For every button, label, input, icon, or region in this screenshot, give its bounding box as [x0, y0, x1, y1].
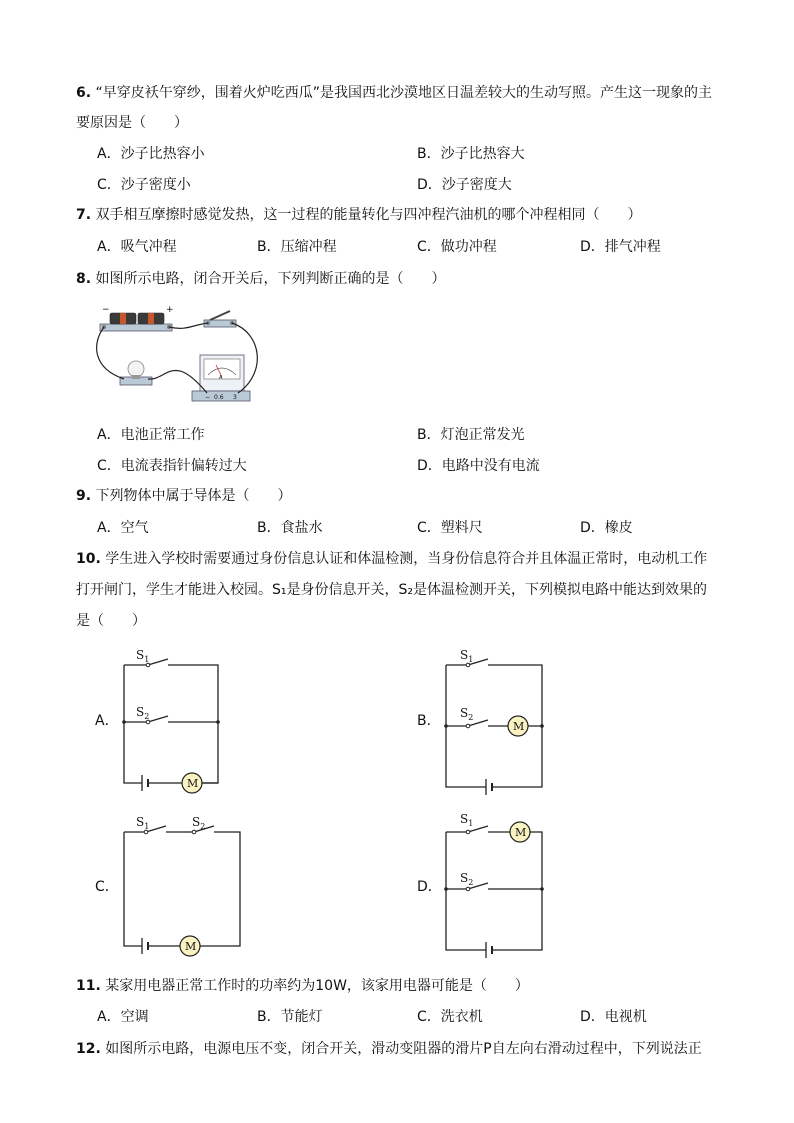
q7-option-a[interactable]: A．吸气冲程 — [97, 239, 177, 255]
q11-option-a[interactable]: A．空调 — [97, 1009, 149, 1025]
q10-text-line1: 学生进入学校时需要通过身份信息认证和体温检测，当身份信息符合并且体温正常时，电动机工作 — [105, 551, 708, 567]
q7-option-d[interactable]: D．排气冲程 — [580, 239, 661, 255]
q10-circuit-d[interactable] — [444, 812, 554, 962]
q7-number: 7. — [76, 207, 92, 223]
circuit-d-s1-node — [466, 830, 470, 834]
circuit-c-outline — [124, 832, 240, 946]
battery-plus-label: + — [166, 305, 174, 315]
circuit-a-outline — [124, 665, 218, 783]
q6-number: 6. — [76, 85, 92, 101]
circuit-c-motor-label: M — [185, 940, 197, 953]
q9-option-b[interactable]: B．食盐水 — [257, 520, 323, 536]
q8-circuit-figure — [92, 303, 272, 411]
q8-option-b[interactable]: B．灯泡正常发光 — [417, 427, 525, 443]
battery-cell-left-band — [120, 313, 126, 324]
q10-circuit-a[interactable] — [120, 645, 230, 795]
circuit-b-s2-label: $S_2$ — [460, 706, 474, 722]
q7-option-c[interactable]: C．做功冲程 — [417, 239, 497, 255]
q10-stem — [76, 549, 707, 569]
circuit-d-junction-right — [540, 887, 544, 891]
q7-stem — [76, 205, 642, 225]
q10-option-c-label[interactable]: C． — [95, 879, 119, 895]
battery-cell-right-band — [148, 313, 154, 324]
q10-text-line3: 是（ ） — [76, 613, 146, 629]
q12-number: 12. — [76, 1041, 101, 1057]
q11-option-c[interactable]: C．洗衣机 — [417, 1009, 483, 1025]
q11-text-line1: 某家用电器正常工作时的功率约为10W，该家用电器可能是（ ） — [105, 978, 529, 994]
q10-option-b-label[interactable]: B． — [417, 713, 441, 729]
wire-battery-to-switch — [169, 323, 208, 328]
q10-circuit-b[interactable] — [444, 645, 554, 795]
q9-option-d[interactable]: D．橡皮 — [580, 520, 633, 536]
ammeter-terminal-minus: − — [205, 394, 211, 401]
q10-number: 10. — [76, 551, 101, 567]
circuit-d-s1-label: $S_1$ — [460, 812, 474, 828]
q6-option-a[interactable]: A．沙子比热容小 — [97, 146, 205, 162]
q11-number: 11. — [76, 978, 101, 994]
switch-blade — [210, 311, 230, 320]
q12-text-line1: 如图所示电路，电源电压不变，闭合开关，滑动变阻器的滑片P自左向右滑动过程中，下列说法正 — [105, 1041, 702, 1057]
q9-text-line1: 下列物体中属于导体是（ ） — [95, 488, 292, 504]
circuit-d-s2-label: $S_2$ — [460, 871, 474, 887]
circuit-d-s2-node — [466, 887, 470, 891]
lamp-bulb — [128, 361, 144, 377]
wire-battery-to-lamp — [97, 327, 124, 379]
circuit-a-s2-blade — [148, 716, 168, 722]
q6-option-d[interactable]: D．沙子密度大 — [417, 177, 512, 193]
ammeter-terminal-06: 0.6 — [214, 394, 224, 401]
q8-stem — [76, 269, 446, 289]
circuit-b-junction-left — [444, 724, 448, 728]
circuit-c-s1-label: $S_1$ — [136, 815, 150, 831]
circuit-b-motor-label: M — [513, 720, 525, 733]
q9-number: 9. — [76, 488, 92, 504]
q6-option-c[interactable]: C．沙子密度小 — [97, 177, 191, 193]
q9-option-a[interactable]: A．空气 — [97, 520, 149, 536]
wire-lamp-to-ammeter — [148, 370, 207, 393]
q11-stem — [76, 976, 529, 996]
circuit-a-s2-label: $S_2$ — [136, 705, 150, 721]
q10-text-line2: 打开闸门，学生才能进入校园。S₁是身份信息开关，S₂是体温检测开关，下列模拟电路中能达到效果的 — [76, 582, 707, 598]
q8-number: 8. — [76, 271, 92, 287]
battery-holder-base — [100, 324, 172, 331]
q11-option-d[interactable]: D．电视机 — [580, 1009, 647, 1025]
ammeter-letter: A — [219, 375, 223, 381]
circuit-d-junction-left — [444, 887, 448, 891]
ammeter-terminal-3: 3 — [233, 394, 237, 401]
circuit-a-motor-label: M — [187, 777, 199, 790]
circuit-a-s1-blade — [148, 659, 168, 665]
q12-stem — [76, 1039, 702, 1059]
q9-stem — [76, 486, 292, 506]
q7-option-b[interactable]: B．压缩冲程 — [257, 239, 337, 255]
q10-option-d-label[interactable]: D． — [417, 879, 442, 895]
circuit-b-junction-right — [540, 724, 544, 728]
q9-option-c[interactable]: C．塑料尺 — [417, 520, 483, 536]
q10-option-a-label[interactable]: A． — [95, 713, 119, 729]
q8-text-line1: 如图所示电路，闭合开关后，下列判断正确的是（ ） — [95, 271, 446, 287]
q6-text-line1: “早穿皮袄午穿纱，围着火炉吃西瓜”是我国西北沙漠地区日温差较大的生动写照。产生这一现象的主 — [95, 85, 713, 101]
circuit-b-s1-label: $S_1$ — [460, 648, 474, 664]
q6-option-b[interactable]: B．沙子比热容大 — [417, 146, 525, 162]
circuit-a-junction-left — [122, 720, 126, 724]
q11-option-b[interactable]: B．节能灯 — [257, 1009, 323, 1025]
q8-option-c[interactable]: C．电流表指针偏转过大 — [97, 458, 247, 474]
circuit-c-s2-label: $S_2$ — [192, 815, 206, 831]
q8-option-d[interactable]: D．电路中没有电流 — [417, 458, 540, 474]
circuit-c-s2-node — [192, 830, 196, 834]
circuit-a-s1-label: $S_1$ — [136, 648, 150, 664]
lamp-socket — [132, 375, 140, 379]
q7-text-line1: 双手相互摩擦时感觉发热，这一过程的能量转化与四冲程汽油机的哪个冲程相同（ ） — [95, 207, 642, 223]
circuit-a-junction-right — [216, 720, 220, 724]
q6-text-line2: 要原因是（ ） — [76, 115, 188, 131]
q6-stem — [76, 83, 712, 103]
q8-option-a[interactable]: A．电池正常工作 — [97, 427, 205, 443]
q10-circuit-c[interactable] — [120, 812, 250, 962]
battery-minus-label: − — [102, 305, 110, 315]
circuit-d-outline — [446, 832, 542, 950]
circuit-b-s2-node — [466, 724, 470, 728]
circuit-d-motor-label: M — [515, 826, 527, 839]
